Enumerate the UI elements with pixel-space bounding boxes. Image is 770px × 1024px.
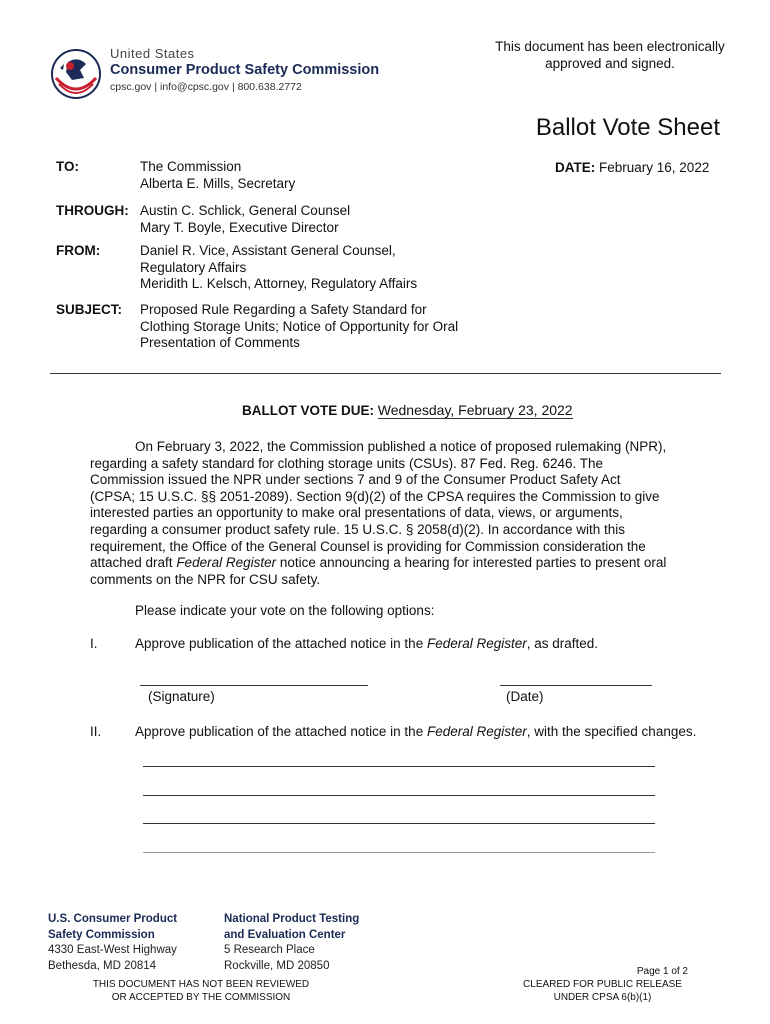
org-contact: cpsc.gov | info@cpsc.gov | 800.638.2772: [110, 81, 302, 93]
esign-notice: [485, 38, 735, 72]
date-field: [555, 160, 709, 177]
option-1-pre: Approve publication of the attached notice in the: [135, 636, 427, 651]
para-line-8-post: notice announcing a hearing for interested parties to present oral: [276, 555, 667, 571]
option-2-number: II.: [90, 724, 102, 739]
option-2-text: [135, 724, 696, 739]
from-value: [140, 243, 417, 293]
date-value: February 16, 2022: [599, 160, 710, 175]
ballot-due: [242, 402, 573, 418]
through-line-1: Austin C. Schlick, General Counsel: [140, 203, 351, 218]
option-2-post: , with the specified changes.: [526, 724, 697, 739]
changes-line-3[interactable]: [143, 823, 655, 824]
subject-label: SUBJECT:: [56, 302, 123, 317]
footer-address-hq: [48, 912, 177, 974]
release-notice: [515, 978, 690, 1004]
footer-hq-line-4: Bethesda, MD 20814: [48, 959, 157, 972]
cpsc-seal-icon: [50, 48, 102, 100]
review-notice-line-2: OR ACCEPTED BY THE COMMISSION: [111, 992, 291, 1003]
through-line-2: Mary T. Boyle, Executive Director: [140, 219, 339, 235]
option-1-post: , as drafted.: [526, 636, 599, 651]
through-value: [140, 203, 350, 236]
footer-hq-line-1: U.S. Consumer Product: [48, 913, 178, 925]
org-name-small: United States: [110, 46, 195, 61]
option-1-number: I.: [90, 636, 98, 651]
subject-line-1: Proposed Rule Regarding a Safety Standard for: [140, 302, 427, 317]
esign-line-2: approved and signed.: [545, 56, 675, 71]
to-line-2: Alberta E. Mills, Secretary: [140, 175, 296, 191]
esign-line-1: This document has been electronically: [495, 39, 725, 54]
footer-lab-line-1: National Product Testing: [224, 913, 360, 925]
date-line[interactable]: [500, 685, 652, 686]
para-line-7: requirement, the Office of the General Counsel is providing for Commission consideration the: [90, 538, 646, 554]
para-line-2: regarding a safety standard for clothing storage units (CSUs). 87 Fed. Reg. 6246. The: [90, 455, 604, 471]
footer-hq-line-3: 4330 East-West Highway: [48, 944, 177, 956]
para-line-8-italic: Federal Register: [176, 555, 277, 571]
page-number: Page 1 of 2: [636, 966, 688, 977]
date-label: DATE:: [555, 160, 596, 175]
option-1-text: [135, 636, 598, 651]
ballot-due-label: BALLOT VOTE DUE:: [242, 403, 374, 418]
changes-line-1[interactable]: [143, 766, 655, 767]
subject-line-2: Clothing Storage Units; Notice of Opportunity for Oral: [140, 318, 459, 334]
review-notice: [88, 978, 314, 1004]
to-label: TO:: [56, 159, 79, 174]
footer-lab-line-2: and Evaluation Center: [224, 928, 346, 941]
para-line-9: comments on the NPR for CSU safety.: [90, 571, 321, 587]
footer-lab-line-4: Rockville, MD 20850: [224, 959, 330, 972]
ballot-due-value: Wednesday, February 23, 2022: [377, 402, 573, 418]
release-notice-line-1: CLEARED FOR PUBLIC RELEASE: [523, 979, 682, 990]
para-line-5: interested parties an opportunity to make oral presentations of data, views, or arguments,: [90, 505, 623, 521]
para-line-1: On February 3, 2022, the Commission published a notice of proposed rulemaking (NPR),: [135, 439, 667, 454]
para-line-6: regarding a consumer product safety rule. 15 U.S.C. § 2058(d)(2). In accordance with this: [90, 521, 626, 537]
cpsc-logo: [50, 44, 410, 104]
para-line-4: (CPSA; 15 U.S.C. §§ 2051-2089). Section 9(d)(2) of the CPSA requires the Commission to give: [90, 488, 660, 504]
from-label: FROM:: [56, 243, 101, 258]
signature-line[interactable]: [140, 685, 368, 686]
org-name: Consumer Product Safety Commission: [110, 62, 380, 78]
para-line-3: Commission issued the NPR under sections 7 and 9 of the Consumer Product Safety Act: [90, 472, 621, 488]
vote-instruction: Please indicate your vote on the following options:: [135, 603, 435, 618]
option-2-italic: Federal Register: [426, 724, 527, 739]
section-divider: [50, 373, 721, 374]
to-value: [140, 159, 295, 192]
release-notice-line-2: UNDER CPSA 6(b)(1): [553, 992, 652, 1003]
changes-line-2[interactable]: [143, 795, 655, 796]
subject-value: [140, 302, 458, 352]
para-line-8-pre: attached draft: [90, 555, 177, 571]
review-notice-line-1: THIS DOCUMENT HAS NOT BEEN REVIEWED: [92, 979, 310, 990]
signature-label: (Signature): [148, 689, 215, 704]
option-1-italic: Federal Register: [426, 636, 527, 651]
option-2-pre: Approve publication of the attached notice in the: [135, 724, 427, 739]
footer-address-lab: [224, 912, 359, 974]
para-line-8: [90, 555, 690, 572]
to-line-1: The Commission: [140, 159, 242, 174]
through-label: THROUGH:: [56, 203, 129, 218]
from-line-3: Meridith L. Kelsch, Attorney, Regulatory Affairs: [140, 276, 418, 291]
from-line-1: Daniel R. Vice, Assistant General Counsel,: [140, 243, 396, 258]
from-line-2: Regulatory Affairs: [140, 259, 247, 275]
changes-line-4[interactable]: [143, 852, 655, 853]
footer-lab-line-3: 5 Research Place: [224, 944, 315, 956]
footer-hq-line-2: Safety Commission: [48, 928, 155, 941]
body-paragraph: [90, 439, 690, 588]
date-line-label: (Date): [506, 689, 544, 704]
document-title: Ballot Vote Sheet: [535, 114, 720, 141]
subject-line-3: Presentation of Comments: [140, 335, 300, 350]
